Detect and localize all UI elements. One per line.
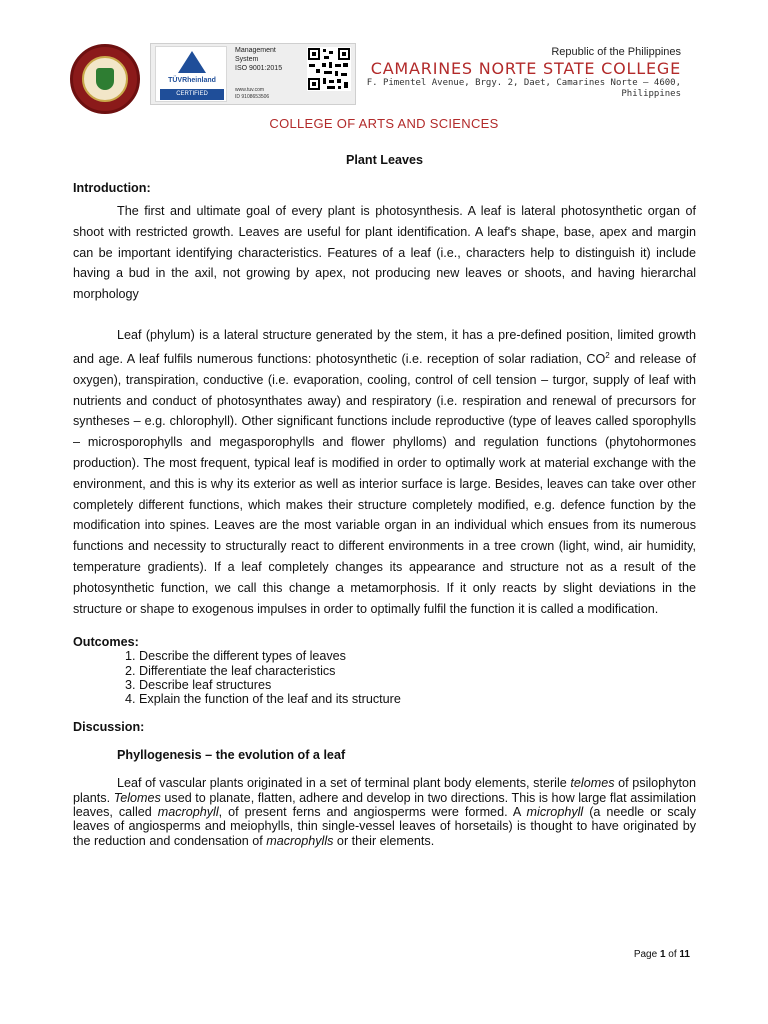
tuv-name: TÜVRheinland [168, 77, 216, 84]
seal-emblem [82, 56, 128, 102]
discussion-heading: Discussion: [73, 720, 145, 735]
address-line-1: F. Pimentel Avenue, Brgy. 2, Daet, Camarines Norte – 4600, [366, 78, 681, 88]
phyllo-italic-macrophylls: macrophylls [266, 833, 334, 848]
outcomes-list [73, 649, 696, 706]
republic-line: Republic of the Philippines [551, 46, 681, 58]
list-item: 2. Differentiate the leaf characteristics [139, 664, 696, 678]
tuv-logo [155, 46, 227, 102]
list-item: 4. Explain the function of the leaf and its structure [139, 692, 696, 706]
intro-paragraph-1: The first and ultimate goal of every plant is photosynthesis. A leaf is lateral photosynthetic organ of shoot with restricted growth. Leaves are useful for plant identification. A leaf's shape, base, apex and margin can be important identifying characteristics. Features of a leaf (i.e., characters help to distinguish it) include having a bud in the axil, not growing by apex, not producing new leaves or shoots, and having hierarchal morphology [73, 204, 696, 302]
mgmt-line-1: Management [235, 47, 276, 54]
mgmt-line-3: ISO 9001:2015 [235, 65, 283, 72]
phyllogenesis-heading: Phyllogenesis – the evolution of a leaf [117, 748, 346, 763]
intro-paragraph-2 [73, 325, 696, 619]
iso-certification-badge [150, 43, 356, 105]
mgmt-line-2: System [235, 56, 259, 63]
introduction-heading: Introduction: [73, 181, 151, 195]
phyllogenesis-paragraph [73, 776, 696, 848]
address-line-2: Philippines [621, 89, 681, 99]
phyllo-text-2: of psilophyton plants. [73, 776, 696, 805]
phyllo-italic-microphyll: microphyll [526, 804, 584, 819]
total-pages: 11 [679, 949, 690, 960]
page-number [634, 949, 690, 960]
college-address [367, 78, 681, 100]
phyllo-italic-macrophyll: macrophyll [157, 804, 219, 819]
cert-id: ID 9108653506 [235, 94, 270, 100]
department-name: COLLEGE OF ARTS AND SCIENCES [269, 116, 499, 131]
letterhead [0, 0, 768, 131]
intro-p2-part-2: and release of oxygen), transpiration, conductive (i.e. evaporation, cooling, control of cell tension – turgor, supply of leaf with nutrients and conduct of photosynthates away) and respiratory (i.e. respiration and renewal of precursors for syntheses – e.g. chlorophyll). Other significant functions include reproductive (type of leaves called sporophylls – microsporophylls and megasporophylls and flower phylloms) and regulation functions (phytohormones production). The most frequent, typical leaf is modified in order to optimally work at material exchange with the environment, and this is why its exterior as well as interior surface is large. Besides, leaves can take over other completely different functions, which makes their structure completely modified, e.g. defence function by the modification into spines. Leaves are the most variable organ in an individual which ensues from its numerous functions and necessity to structurally react to different environments in a tree crown (light, wind, air humidity, temperature gradients). If a leaf completely changes its appearance and structure not as a result of the photosynthetic function, we call this change a metamorphosis. If it only reacts by slight deviations in the structure or shape to exogenous impulses in order to optimally fulfil the function it is called a modification. [73, 351, 696, 616]
outcomes-heading: Outcomes: [73, 635, 139, 650]
tuv-triangle-icon [178, 51, 206, 73]
tuv-certified-label: CERTIFIED [160, 89, 224, 100]
seal-shield-icon [96, 68, 114, 90]
intro-p2-part-1: Leaf (phylum) is a lateral structure generated by the stem, it has a pre-defined position, limited growth and age. A leaf fulfils numerous functions: photosynthetic (i.e. reception of solar radiation, CO [73, 327, 696, 366]
qr-code-icon [307, 47, 351, 91]
management-system-text [235, 46, 282, 73]
cert-www: www.tuv.com [235, 87, 265, 93]
phyllo-text-6: or their elements. [333, 833, 435, 848]
college-seal-logo [70, 44, 140, 114]
phyllo-text-3: used to planate, flatten, adhere and develop in two directions. This is how large flat assimilation leaves, called [73, 790, 696, 819]
current-page: 1 [659, 949, 666, 960]
phyllo-text-1: Leaf of vascular plants originated in a set of terminal plant body elements, sterile [117, 776, 571, 791]
phyllo-text-4: , of present ferns and angiosperms were formed. A [218, 804, 527, 819]
college-name: CAMARINES NORTE STATE COLLEGE [370, 59, 681, 78]
document-body [73, 150, 696, 848]
co2-subscript: 2 [605, 350, 610, 360]
page-word: Page [633, 949, 660, 960]
document-title: Plant Leaves [345, 153, 423, 167]
cert-url-text [235, 87, 269, 101]
phyllo-italic-telomes: telomes [570, 776, 615, 791]
list-item: 3. Describe leaf structures [139, 678, 696, 692]
phyllo-italic-telomes-2: Telomes [113, 790, 161, 805]
of-word: of [665, 949, 680, 960]
list-item: 1. Describe the different types of leaves [139, 649, 696, 663]
phyllo-text-5: (a needle or scaly leaves of angiosperms and meiophylls, thin single-vessel leaves of horsetails) is thought to have originated by the reduction and condensation of [73, 804, 697, 848]
